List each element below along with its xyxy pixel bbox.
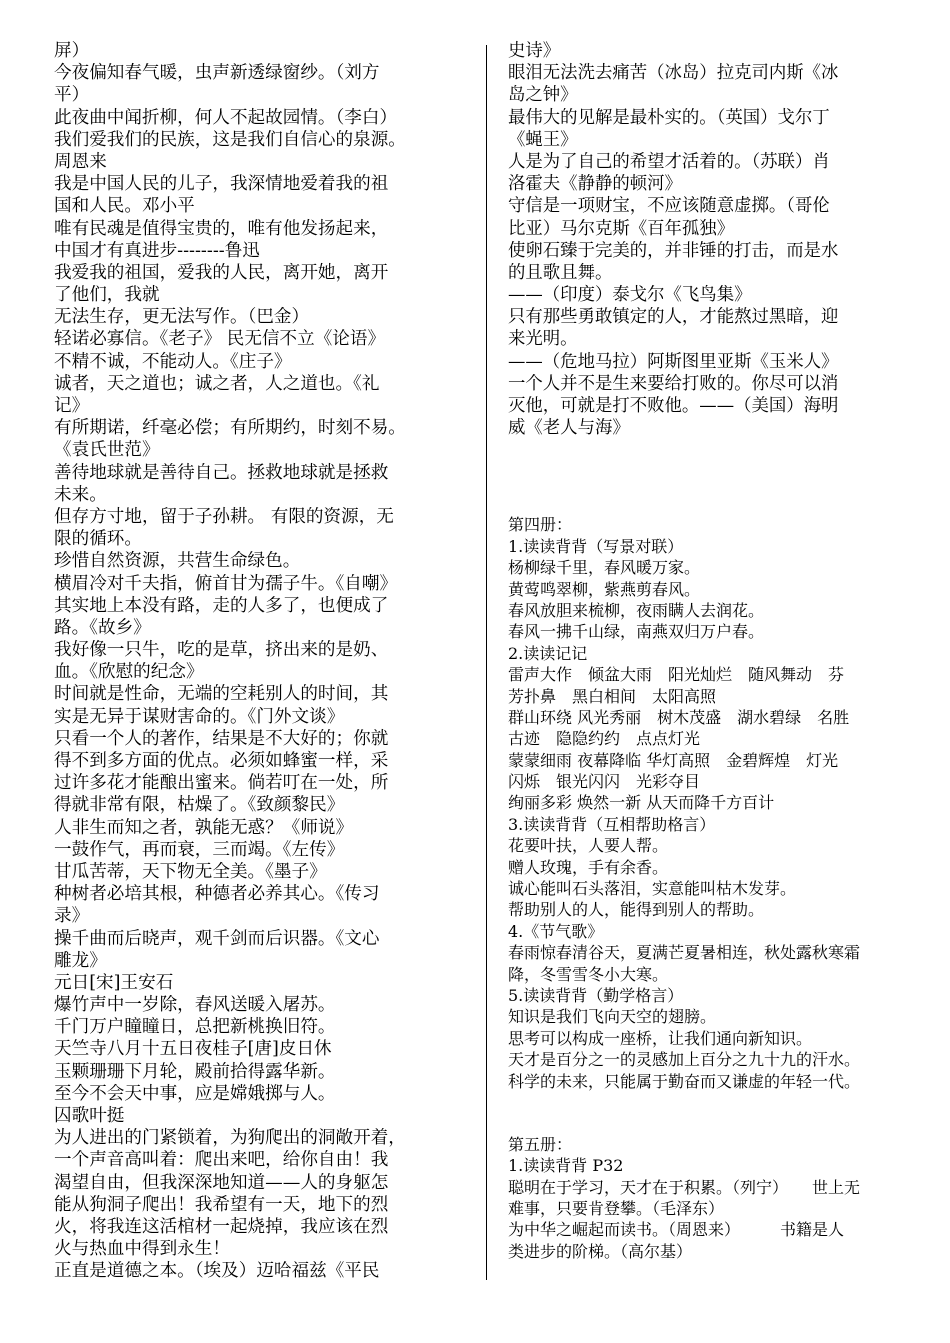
text-line: 洛霍夫《静静的顿河》 xyxy=(508,174,682,195)
text-line: 3.读读背背（互相帮助格言） xyxy=(508,814,716,834)
text-line: 元日[宋]王安石 xyxy=(54,972,174,993)
text-line: 最伟大的见解是最朴实的。（英国）戈尔丁 xyxy=(508,107,830,128)
text-line: 得就非常有限，枯燥了。《致颜黎民》 xyxy=(54,795,345,816)
text-line: 正直是道德之本。（埃及）迈哈福兹《平民 xyxy=(54,1261,380,1282)
text-line: 我好像一只牛，吃的是草，挤出来的是奶、 xyxy=(54,640,389,661)
text-line: 1.读读背背 P32 xyxy=(508,1156,624,1176)
text-line: 记》 xyxy=(54,396,90,416)
text-line: 史诗》 xyxy=(508,41,561,61)
text-line: 得不到多方面的优点。必须如蜂蜜一样，采 xyxy=(54,751,389,771)
text-line: 但存方寸地，留于子孙耕。 有限的资源，无 xyxy=(54,506,394,527)
text-line: 芳扑鼻 黑白相间 太阳高照 xyxy=(508,686,717,706)
text-line: 知识是我们飞向天空的翅膀。 xyxy=(508,1007,717,1027)
text-line: 第五册： xyxy=(508,1134,573,1154)
text-line: 一个人并不是生来要给打败的。你尽可以消 xyxy=(508,373,839,394)
text-line: 无法生存，更无法写作。（巴金） xyxy=(54,307,310,328)
text-line: 平） xyxy=(54,85,90,106)
text-line: 《袁氏世范》 xyxy=(54,440,160,461)
text-line: 帮助别人的人，能得到别人的帮助。 xyxy=(508,900,765,920)
text-line: 天竺寺八月十五日夜桂子[唐]皮日休 xyxy=(54,1039,332,1060)
text-line: 其实地上本没有路，走的人多了，也便成了 xyxy=(54,595,389,616)
text-line: 黄莺鸣翠柳，紫燕剪春风。 xyxy=(508,579,701,599)
text-line: 诚者，天之道也；诚之者，人之道也。《礼 xyxy=(54,373,380,394)
text-line: 春风一拂千山绿，南燕双归万户春。 xyxy=(508,622,765,642)
text-line: 火与热血中得到永生！ xyxy=(54,1239,230,1260)
text-line: 能从狗洞子爬出！我希望有一天，地下的烈 xyxy=(54,1194,389,1215)
column-divider xyxy=(486,45,487,1280)
volume-five-section xyxy=(508,1134,928,1262)
text-line: 闪烁 银光闪闪 光彩夺目 xyxy=(508,772,701,792)
text-line: 国和人民。邓小平 xyxy=(54,196,195,217)
text-line: 春雨惊春清谷天，夏满芒夏暑相连，秋处露秋寒霜 xyxy=(508,943,861,963)
text-line: 横眉冷对千夫指，俯首甘为孺子牛。《自嘲》 xyxy=(54,573,398,594)
text-line: 操千曲而后晓声，观千剑而后识器。《文心 xyxy=(54,928,380,949)
text-line: 至今不会天中事，应是嫦娥掷与人。 xyxy=(54,1083,336,1104)
text-line: 2.读读记记 xyxy=(508,643,588,663)
text-line: 不精不诚，不能动人。《庄子》 xyxy=(54,351,292,372)
text-line: 天才是百分之一的灵感加上百分之九十九的汗水。 xyxy=(508,1050,861,1070)
text-line: 甘瓜苦蒂，天下物无全美。《墨子》 xyxy=(54,861,327,882)
spacer xyxy=(508,1092,928,1134)
text-line: 类进步的阶梯。（高尔基） xyxy=(508,1241,693,1261)
text-line: 珍惜自然资源，共营生命绿色。 xyxy=(54,551,301,572)
text-line: 种树者必培其根，种德者必养其心。《传习 xyxy=(54,884,380,905)
text-line: 为中华之崛起而读书。（周恩来） 书籍是人 xyxy=(508,1220,845,1240)
text-line: 蒙蒙细雨 夜幕降临 华灯高照 金碧辉煌 灯光 xyxy=(508,750,839,770)
text-line: 《蝇王》 xyxy=(508,129,578,150)
text-line: 爆竹声中一岁除，春风送暖入屠苏。 xyxy=(54,995,336,1016)
text-line: 岛之钟》 xyxy=(508,85,578,106)
text-line: 杨柳绿千里，春风暖万家。 xyxy=(508,558,701,578)
text-line: 我是中国人民的儿子，我深情地爱着我的祖 xyxy=(54,174,389,195)
text-line: 只有那些勇敢镇定的人，才能熬过黑暗，迎 xyxy=(508,307,839,328)
text-line: 雷声大作 倾盆大雨 阳光灿烂 随风舞动 芬 xyxy=(508,665,845,685)
text-line: 一鼓作气，再而衰，三而竭。《左传》 xyxy=(54,839,345,860)
text-line: 人是为了自己的希望才活着的。（苏联）肖 xyxy=(508,151,830,172)
text-line: 此夜曲中闻折柳，何人不起故园情。（李白） xyxy=(54,107,398,128)
spacer xyxy=(508,439,928,514)
text-line: 囚歌叶挺 xyxy=(54,1106,125,1126)
text-line: 使卵石臻于完美的，并非锤的打击，而是水 xyxy=(508,240,839,261)
text-line: 思考可以构成一座桥，让我们通向新知识。 xyxy=(508,1028,813,1048)
text-line: 比亚）马尔克斯《百年孤独》 xyxy=(508,218,735,239)
text-line: 群山环绕 风光秀丽 树木茂盛 湖水碧绿 名胜 xyxy=(508,707,850,727)
text-line: 我爱我的祖国，爱我的人民，离开她，离开 xyxy=(54,262,389,283)
text-line: 玉颗珊珊下月轮，殿前拾得露华新。 xyxy=(54,1061,336,1082)
text-line: 时间就是性命，无端的空耗别人的时间，其 xyxy=(54,684,389,705)
text-line: 来光明。 xyxy=(508,329,578,350)
text-line: 渴望自由，但我深深地知道——人的身躯怎 xyxy=(54,1172,389,1193)
text-line: 一个声音高叫着：爬出来吧，给你自由！我 xyxy=(54,1150,389,1171)
text-line: 守信是一项财宝，不应该随意虚掷。（哥伦 xyxy=(508,196,830,217)
text-line: 火，将我连这活棺材一起烧掉，我应该在烈 xyxy=(54,1216,389,1237)
text-line: 赠人玫瑰，手有余香。 xyxy=(508,857,669,877)
text-line: 轻诺必寡信。《老子》 民无信不立《论语》 xyxy=(54,329,386,350)
text-line: 科学的未来，只能属于勤奋而又谦虚的年轻一代。 xyxy=(508,1071,861,1091)
text-line: 诚心能叫石头落泪，实意能叫枯木发芽。 xyxy=(508,879,797,899)
text-line: 眼泪无法洗去痛苦（冰岛）拉克司内斯《冰 xyxy=(508,63,839,84)
text-line: 今夜偏知春气暖，虫声新透绿窗纱。（刘方 xyxy=(54,63,380,84)
foreign-quotes-block xyxy=(508,40,928,439)
text-line: 屏） xyxy=(54,41,90,61)
text-line: 善待地球就是善待自己。拯救地球就是拯救 xyxy=(54,462,389,483)
text-line: 的且歌且舞。 xyxy=(508,262,613,283)
text-line: 花要叶扶，人要人帮。 xyxy=(508,836,669,856)
text-line: 灭他，可就是打不败他。——（美国）海明 xyxy=(508,396,839,416)
text-line: 只看一个人的著作，结果是不大好的；你就 xyxy=(54,728,389,749)
text-line: 1.读读背背（写景对联） xyxy=(508,536,684,556)
right-column xyxy=(508,40,928,1262)
text-line: 中国才有真进步--------鲁迅 xyxy=(54,240,260,261)
text-line: 聪明在于学习，天才在于积累。（列宁） 世上无 xyxy=(508,1177,861,1197)
text-line: 未来。 xyxy=(54,484,107,505)
text-line: 录》 xyxy=(54,906,90,927)
text-line: 古迹 隐隐约约 点点灯光 xyxy=(508,729,701,749)
text-line: 5.读读背背（勤学格言） xyxy=(508,985,684,1005)
text-line: 第四册： xyxy=(508,515,573,535)
text-line: 有所期诺，纤毫必偿；有所期约，时刻不易。 xyxy=(54,418,406,439)
text-line: 雕龙》 xyxy=(54,950,107,971)
text-line: 威《老人与海》 xyxy=(508,418,630,439)
text-line: 难事，只要肯登攀。（毛泽东） xyxy=(508,1199,725,1219)
text-line: 绚丽多彩 焕然一新 从天而降千方百计 xyxy=(508,793,775,813)
text-line: 春风放胆来梳柳，夜雨瞒人去润花。 xyxy=(508,600,765,620)
text-line: 千门万户瞳瞳日，总把新桃换旧符。 xyxy=(54,1017,336,1038)
text-line: ——（印度）泰戈尔《飞鸟集》 xyxy=(508,285,752,306)
text-line: 实是无异于谋财害命的。《门外文谈》 xyxy=(54,706,345,727)
text-line: 唯有民魂是值得宝贵的，唯有他发扬起来， xyxy=(54,218,389,239)
text-line: ——（危地马拉）阿斯图里亚斯《玉米人》 xyxy=(508,351,839,372)
text-line: 血。《欣慰的纪念》 xyxy=(54,662,204,683)
text-line: 周恩来 xyxy=(54,151,107,172)
text-line: 降，冬雪雪冬小大寒。 xyxy=(508,964,669,984)
text-line: 人非生而知之者，孰能无惑？《师说》 xyxy=(54,817,354,838)
text-line: 过许多花才能酿出蜜来。倘若叮在一处，所 xyxy=(54,773,389,794)
volume-four-section xyxy=(508,514,928,1092)
text-line: 路。《故乡》 xyxy=(54,617,151,638)
text-line: 4.《节气歌》 xyxy=(508,921,604,941)
text-line: 限的循环。 xyxy=(54,529,142,550)
text-line: 为人进出的门紧锁着，为狗爬出的洞敞开着， xyxy=(54,1128,406,1149)
text-line: 我们爱我们的民族，这是我们自信心的泉源。 xyxy=(54,129,406,150)
left-column xyxy=(54,40,478,1283)
text-line: 了他们，我就 xyxy=(54,285,160,306)
